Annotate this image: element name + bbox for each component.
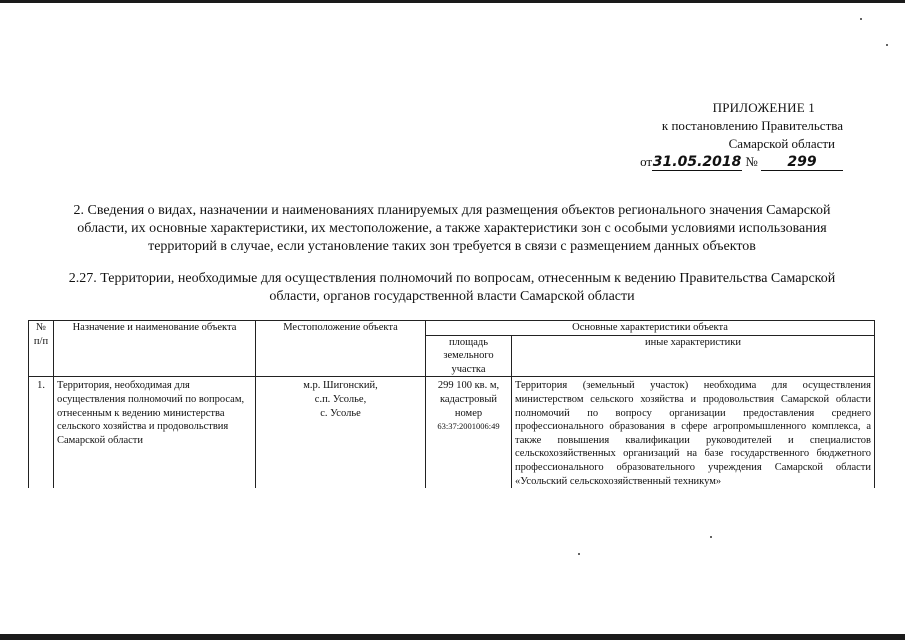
header-area: площадь земельного участка xyxy=(426,335,512,377)
cell-name: Территория, необходимая для осуществления полномочий по вопросам, отнесенным к ведению министерства сельского хозяйства и продовольствия Самарской области xyxy=(54,377,256,488)
appendix-title: ПРИЛОЖЕНИЕ 1 xyxy=(712,100,815,115)
location-district: м.р. Шигонский, xyxy=(303,380,378,392)
scan-edge-bottom xyxy=(0,634,905,640)
scan-speck xyxy=(578,553,580,555)
location-village: с. Усолье xyxy=(320,407,361,419)
scan-speck xyxy=(860,18,862,20)
cell-location xyxy=(256,377,426,488)
appendix-line1: к постановлению Правительства xyxy=(661,118,843,133)
cell-area xyxy=(426,377,512,488)
location-settlement: с.п. Усолье, xyxy=(314,393,367,405)
handwritten-number: 299 xyxy=(761,155,843,171)
header-name: Назначение и наименование объекта xyxy=(54,321,256,377)
area-text: 299 100 кв. м, кадастровый номер xyxy=(437,380,500,419)
cadastral-number: 63:37:2001006:49 xyxy=(437,421,500,432)
from-label: от xyxy=(640,154,653,169)
header-location: Местоположение объекта xyxy=(256,321,426,377)
subsection-heading: 2.27. Территории, необходимые для осуществления полномочий по вопросам, отнесенным к ведению Правительства Самарской области, органов государственной власти Самарской области xyxy=(68,271,836,304)
cell-num: 1. xyxy=(29,377,54,488)
header-other: иные характеристики xyxy=(512,335,875,377)
scan-edge-top xyxy=(0,0,905,3)
header-characteristics: Основные характеристики объекта xyxy=(426,321,875,336)
objects-table xyxy=(28,320,875,488)
header-num: № п/п xyxy=(29,321,54,377)
appendix-signature-line xyxy=(583,153,843,171)
appendix-header xyxy=(583,99,843,171)
cell-other: Территория (земельный участок) необходима для осуществления министерством сельского хозяйства и продовольствия Самарской области полномочий по вопросу организации предоставления среднего профессионального образования в сфере агропромышленного комплекса, а также повышения квалификации руководителей и специалистов сельскохозяйственных организаций на базе государственного бюджетного профессионального образовательного учреждения Самарской области «Усольский сельскохозяйственный техникум» xyxy=(512,377,875,488)
appendix-line2: Самарской области xyxy=(728,136,835,151)
scan-speck xyxy=(886,44,888,46)
number-label: № xyxy=(745,154,758,169)
handwritten-date: 31.05.2018 xyxy=(652,154,742,170)
table-row xyxy=(29,377,875,488)
scan-speck xyxy=(710,536,712,538)
section-heading: 2. Сведения о видах, назначении и наименованиях планируемых для размещения объектов регионального значения Самарской области, их основные характеристики, их местоположение, а также характеристики зон с особыми условиями использования территорий в случае, если установление таких зон требуется в связи с размещением данных объектов xyxy=(73,203,831,254)
